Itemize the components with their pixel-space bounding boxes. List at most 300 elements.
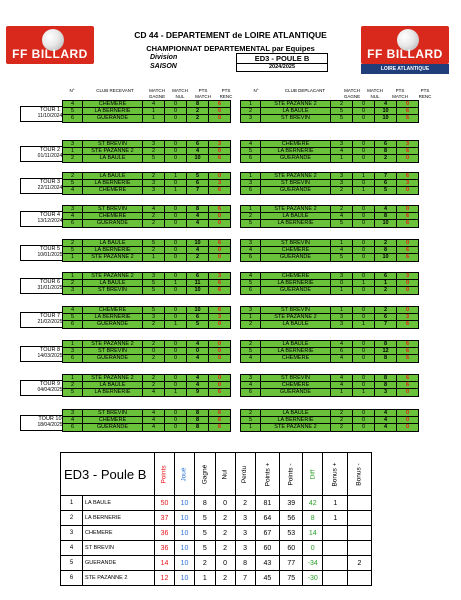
match-row <box>63 307 419 314</box>
round-matches-table <box>62 205 419 228</box>
away-pts-match: 8 <box>375 341 397 348</box>
away-won: 3 <box>331 180 353 187</box>
home-club: LA BAULE <box>83 280 143 287</box>
home-pts-match: 4 <box>187 220 209 227</box>
standings-perdu: 3 <box>235 526 255 541</box>
match-row <box>63 220 419 227</box>
home-pts-renc: 0 <box>209 173 231 180</box>
col-pts-renc: PTS RENC <box>219 88 233 99</box>
col-pts-match: PTS MATCH <box>195 88 211 99</box>
standings-row <box>61 496 372 511</box>
away-club: LA BAULE <box>261 341 331 348</box>
away-won: 5 <box>331 115 353 122</box>
away-pts-renc: 0 <box>397 307 419 314</box>
spacer <box>231 348 241 355</box>
away-pts-renc: 6 <box>397 148 419 155</box>
home-pts-renc: 0 <box>209 115 231 122</box>
home-pts-renc: 0 <box>209 247 231 254</box>
home-club: STE PAZANNE 2 <box>83 341 143 348</box>
away-club: STE PAZANNE 2 <box>261 424 331 431</box>
standings-joue: 10 <box>175 571 195 586</box>
spacer <box>231 187 241 194</box>
away-pts-renc: 0 <box>397 187 419 194</box>
home-pts-renc: 0 <box>209 341 231 348</box>
away-no: 2 <box>241 108 261 115</box>
home-club: ST BREVIN <box>83 141 143 148</box>
round-date: 31/01/2025 <box>37 285 63 291</box>
standings-points-plus: 60 <box>255 541 280 556</box>
away-pts-renc: 6 <box>397 247 419 254</box>
home-pts-match: 8 <box>187 417 209 424</box>
home-draw: 0 <box>165 240 187 247</box>
home-no: 3 <box>63 141 83 148</box>
standings-club: LA BAULE <box>83 496 155 511</box>
away-pts-renc: 3 <box>397 141 419 148</box>
away-draw: 0 <box>353 247 375 254</box>
away-won: 1 <box>331 240 353 247</box>
standings-bonus-plus <box>323 556 348 571</box>
home-draw: 0 <box>165 307 187 314</box>
away-pts-renc: 6 <box>397 355 419 362</box>
standings-joue: 10 <box>175 511 195 526</box>
match-row <box>63 240 419 247</box>
away-won: 1 <box>331 307 353 314</box>
header-points: Points <box>160 464 168 484</box>
match-row <box>63 187 419 194</box>
header-gagne: Gagné <box>201 464 209 484</box>
home-no: 4 <box>63 213 83 220</box>
round-date: 22/11/2024 <box>37 185 63 191</box>
away-won: 0 <box>331 280 353 287</box>
home-pts-match: 2 <box>187 108 209 115</box>
round-matches-table <box>62 140 419 163</box>
away-club: LA BERNERIE <box>261 348 331 355</box>
away-pts-renc: 6 <box>397 213 419 220</box>
division-label: Division <box>150 54 178 61</box>
away-pts-match: 3 <box>375 389 397 396</box>
away-club: GUERANDE <box>261 287 331 294</box>
home-club: GUERANDE <box>83 115 143 122</box>
away-pts-renc: 0 <box>397 101 419 108</box>
home-no: 5 <box>63 314 83 321</box>
match-row <box>63 321 419 328</box>
away-pts-renc: 3 <box>397 273 419 280</box>
home-no: 2 <box>63 382 83 389</box>
match-row <box>63 341 419 348</box>
spacer <box>231 240 241 247</box>
home-pts-match: 5 <box>187 173 209 180</box>
header-joue: Joué <box>180 466 188 482</box>
standings-nul: 0 <box>215 556 235 571</box>
standings-diff: 42 <box>303 496 323 511</box>
standings-gagne: 1 <box>195 571 216 586</box>
home-won: 2 <box>143 382 165 389</box>
home-club: CHEMERE <box>83 307 143 314</box>
round-name: TOUR 2 <box>39 147 61 153</box>
col-no-away: N° <box>253 88 259 93</box>
away-no: 3 <box>241 115 261 122</box>
standings-row <box>61 571 372 586</box>
home-club: STE PAZANNE 2 <box>83 375 143 382</box>
away-pts-renc: 6 <box>397 382 419 389</box>
away-no: 3 <box>241 180 261 187</box>
away-pts-renc: 0 <box>397 155 419 162</box>
home-no: 5 <box>63 180 83 187</box>
away-pts-match: 6 <box>375 141 397 148</box>
home-no: 6 <box>63 355 83 362</box>
away-no: 6 <box>241 187 261 194</box>
home-club: GUERANDE <box>83 424 143 431</box>
home-won: 3 <box>143 187 165 194</box>
home-pts-match: 5 <box>187 321 209 328</box>
home-pts-renc: 6 <box>209 424 231 431</box>
away-draw: 0 <box>353 108 375 115</box>
away-draw: 1 <box>353 280 375 287</box>
standings-joue: 10 <box>175 526 195 541</box>
away-no: 4 <box>241 141 261 148</box>
away-no: 5 <box>241 417 261 424</box>
standings-nul: 2 <box>215 571 235 586</box>
standings-points-minus: 75 <box>280 571 303 586</box>
standings-gagne: 5 <box>195 526 216 541</box>
home-won: 0 <box>143 348 165 355</box>
home-pts-match: 6 <box>187 180 209 187</box>
home-draw: 0 <box>165 348 187 355</box>
away-pts-match: 6 <box>375 273 397 280</box>
standings-bonus-minus <box>348 571 371 586</box>
away-draw: 0 <box>353 155 375 162</box>
standings-points-plus: 45 <box>255 571 280 586</box>
standings-points: 14 <box>155 556 175 571</box>
home-pts-renc: 6 <box>209 101 231 108</box>
home-won: 4 <box>143 206 165 213</box>
col-won-away: MATCH GAGNE <box>343 88 361 99</box>
away-won: 3 <box>331 314 353 321</box>
round-matches-table <box>62 306 419 329</box>
home-pts-match: 6 <box>187 273 209 280</box>
home-pts-match: 4 <box>187 355 209 362</box>
standings-points-plus: 81 <box>255 496 280 511</box>
round-date: 04/04/2025 <box>37 387 63 393</box>
away-pts-match: 4 <box>375 206 397 213</box>
away-club: LA BAULE <box>261 321 331 328</box>
home-club: ST BREVIN <box>83 410 143 417</box>
away-pts-renc: 6 <box>397 321 419 328</box>
home-no: 6 <box>63 220 83 227</box>
home-draw: 0 <box>165 101 187 108</box>
away-club: LA BERNERIE <box>261 220 331 227</box>
away-won: 5 <box>331 220 353 227</box>
away-won: 2 <box>331 206 353 213</box>
away-pts-match: 12 <box>375 348 397 355</box>
home-pts-renc: 0 <box>209 355 231 362</box>
home-no: 5 <box>63 108 83 115</box>
away-club: LA BAULE <box>261 213 331 220</box>
saison-value: 2024/2025 <box>236 63 328 72</box>
away-draw: 0 <box>353 141 375 148</box>
home-pts-match: 4 <box>187 341 209 348</box>
away-draw: 0 <box>353 240 375 247</box>
round-date: 11/10/2024 <box>37 113 63 119</box>
away-pts-renc: 3 <box>397 180 419 187</box>
away-draw: 1 <box>353 187 375 194</box>
home-won: 2 <box>143 213 165 220</box>
away-no: 1 <box>241 206 261 213</box>
home-pts-match: 0 <box>187 348 209 355</box>
home-won: 2 <box>143 220 165 227</box>
home-draw: 0 <box>165 155 187 162</box>
home-pts-match: 6 <box>187 141 209 148</box>
home-no: 1 <box>63 341 83 348</box>
spacer <box>231 141 241 148</box>
standings-rank: 1 <box>61 496 83 511</box>
home-pts-renc: 0 <box>209 254 231 261</box>
home-pts-match: 4 <box>187 148 209 155</box>
away-pts-match: 8 <box>375 247 397 254</box>
home-no: 3 <box>63 206 83 213</box>
away-pts-renc: 0 <box>397 206 419 213</box>
home-won: 4 <box>143 424 165 431</box>
away-pts-match: 10 <box>375 108 397 115</box>
home-club: GUERANDE <box>83 220 143 227</box>
page-title: CD 44 - DEPARTEMENT de LOIRE ATLANTIQUE <box>134 30 327 40</box>
away-club: CHEMERE <box>261 247 331 254</box>
home-pts-renc: 6 <box>209 417 231 424</box>
standings-gagne: 5 <box>195 511 216 526</box>
home-pts-match: 2 <box>187 254 209 261</box>
away-draw: 0 <box>353 254 375 261</box>
home-pts-match: 8 <box>187 101 209 108</box>
col-draw-away: MATCH NUL <box>367 88 383 99</box>
col-away: CLUB DEPLACANT <box>284 88 326 93</box>
match-row <box>63 206 419 213</box>
standings-club: LA BERNERIE <box>83 511 155 526</box>
round-name: TOUR 4 <box>39 212 61 218</box>
home-no: 2 <box>63 280 83 287</box>
away-pts-match: 7 <box>375 173 397 180</box>
standings-points: 12 <box>155 571 175 586</box>
away-draw: 0 <box>353 101 375 108</box>
match-row <box>63 287 419 294</box>
spacer <box>231 108 241 115</box>
home-club: LA BERNERIE <box>83 180 143 187</box>
match-row <box>63 148 419 155</box>
away-draw: 0 <box>353 355 375 362</box>
header-perdu: Perdu <box>241 465 249 483</box>
home-pts-match: 4 <box>187 247 209 254</box>
home-no: 3 <box>63 348 83 355</box>
home-won: 1 <box>143 108 165 115</box>
away-no: 5 <box>241 280 261 287</box>
match-row <box>63 155 419 162</box>
home-draw: 0 <box>165 341 187 348</box>
away-pts-renc: 0 <box>397 389 419 396</box>
standings-bonus-plus: 1 <box>323 496 348 511</box>
away-no: 4 <box>241 382 261 389</box>
away-pts-match: 10 <box>375 220 397 227</box>
home-draw: 0 <box>165 410 187 417</box>
away-club: LA BAULE <box>261 410 331 417</box>
away-draw: 0 <box>353 375 375 382</box>
home-won: 4 <box>143 410 165 417</box>
away-club: GUERANDE <box>261 389 331 396</box>
spacer <box>231 314 241 321</box>
home-club: LA BAULE <box>83 240 143 247</box>
standings-bonus-minus: 2 <box>348 556 371 571</box>
away-no: 1 <box>241 314 261 321</box>
standings-title: ED3 - Poule B <box>61 453 155 496</box>
home-won: 5 <box>143 307 165 314</box>
round-date: 18/04/2025 <box>37 422 63 428</box>
standings-club: CHEMERE <box>83 526 155 541</box>
home-pts-renc: 6 <box>209 240 231 247</box>
saison-label: SAISON <box>150 63 177 70</box>
match-row <box>63 280 419 287</box>
header-diff: Diff <box>309 469 317 479</box>
away-no: 5 <box>241 148 261 155</box>
away-no: 4 <box>241 355 261 362</box>
standings-bonus-plus <box>323 526 348 541</box>
away-pts-match: 4 <box>375 410 397 417</box>
spacer <box>231 254 241 261</box>
away-no: 6 <box>241 389 261 396</box>
standings-perdu: 2 <box>235 496 255 511</box>
standings-rank: 5 <box>61 556 83 571</box>
ff-billard-logo-left: FF BILLARD <box>6 26 94 72</box>
away-pts-renc: 6 <box>397 173 419 180</box>
home-draw: 0 <box>165 417 187 424</box>
away-no: 2 <box>241 341 261 348</box>
away-won: 3 <box>331 141 353 148</box>
away-won: 2 <box>331 187 353 194</box>
standings-club: STE PAZANNE 2 <box>83 571 155 586</box>
away-club: ST BREVIN <box>261 307 331 314</box>
round-matches-table <box>62 239 419 262</box>
standings-bonus-minus <box>348 511 371 526</box>
away-pts-match: 10 <box>375 115 397 122</box>
standings-diff: -30 <box>303 571 323 586</box>
match-row <box>63 254 419 261</box>
spacer <box>231 321 241 328</box>
home-no: 2 <box>63 173 83 180</box>
home-no: 4 <box>63 417 83 424</box>
away-draw: 0 <box>353 148 375 155</box>
home-draw: 0 <box>165 382 187 389</box>
standings-rank: 6 <box>61 571 83 586</box>
home-club: ST BREVIN <box>83 348 143 355</box>
standings-joue: 10 <box>175 556 195 571</box>
away-won: 1 <box>331 155 353 162</box>
standings-bonus-minus <box>348 541 371 556</box>
match-row <box>63 382 419 389</box>
home-pts-renc: 6 <box>209 307 231 314</box>
home-club: CHEMERE <box>83 101 143 108</box>
away-draw: 0 <box>353 115 375 122</box>
home-draw: 0 <box>165 180 187 187</box>
match-row <box>63 108 419 115</box>
home-club: LA BERNERIE <box>83 247 143 254</box>
home-pts-renc: 6 <box>209 287 231 294</box>
away-won: 3 <box>331 273 353 280</box>
away-won: 2 <box>331 101 353 108</box>
home-pts-match: 2 <box>187 115 209 122</box>
home-pts-match: 10 <box>187 240 209 247</box>
away-pts-match: 2 <box>375 240 397 247</box>
round-matches-table <box>62 272 419 295</box>
col-no: N° <box>69 88 75 93</box>
standings-diff: 8 <box>303 511 323 526</box>
round-name: TOUR 7 <box>39 313 61 319</box>
round-matches-table <box>62 100 419 123</box>
home-no: 1 <box>63 375 83 382</box>
match-row <box>63 180 419 187</box>
home-draw: 0 <box>165 375 187 382</box>
away-won: 1 <box>331 287 353 294</box>
match-row <box>63 141 419 148</box>
home-pts-match: 8 <box>187 206 209 213</box>
home-draw: 0 <box>165 424 187 431</box>
home-won: 5 <box>143 287 165 294</box>
round-date: 10/01/2025 <box>37 252 63 258</box>
home-pts-renc: 6 <box>209 187 231 194</box>
away-won: 4 <box>331 375 353 382</box>
spacer <box>231 148 241 155</box>
away-draw: 0 <box>353 341 375 348</box>
away-pts-match: 2 <box>375 287 397 294</box>
standings-points-minus: 56 <box>280 511 303 526</box>
away-club: CHEMERE <box>261 355 331 362</box>
away-no: 3 <box>241 375 261 382</box>
away-club: ST BREVIN <box>261 115 331 122</box>
round-name: TOUR 5 <box>39 246 61 252</box>
match-row <box>63 410 419 417</box>
col-home: CLUB RECEVANT <box>96 88 134 93</box>
header-bonus-minus: Bonus - <box>356 462 363 486</box>
away-draw: 1 <box>353 321 375 328</box>
standings-perdu: 8 <box>235 556 255 571</box>
home-draw: 1 <box>165 187 187 194</box>
round-date: 13/12/2024 <box>37 218 63 224</box>
away-won: 2 <box>331 424 353 431</box>
home-pts-renc: 3 <box>209 314 231 321</box>
home-draw: 0 <box>165 108 187 115</box>
spacer <box>231 424 241 431</box>
round-date: 14/03/2025 <box>37 353 63 359</box>
away-no: 5 <box>241 348 261 355</box>
home-pts-match: 4 <box>187 213 209 220</box>
home-club: GUERANDE <box>83 355 143 362</box>
spacer <box>231 155 241 162</box>
home-pts-match: 9 <box>187 389 209 396</box>
home-draw: 0 <box>165 220 187 227</box>
spacer <box>231 101 241 108</box>
home-draw: 0 <box>165 148 187 155</box>
home-no: 2 <box>63 155 83 162</box>
header-points-plus: Points + <box>263 462 271 486</box>
standings-bonus-plus <box>323 541 348 556</box>
away-draw: 0 <box>353 382 375 389</box>
home-pts-renc: 3 <box>209 273 231 280</box>
away-no: 4 <box>241 247 261 254</box>
away-pts-renc: 0 <box>397 417 419 424</box>
home-draw: 1 <box>165 173 187 180</box>
away-won: 3 <box>331 321 353 328</box>
away-club: GUERANDE <box>261 187 331 194</box>
round-date: 21/02/2025 <box>37 319 63 325</box>
round-matches-table <box>62 374 419 397</box>
standings-joue: 10 <box>175 541 195 556</box>
home-club: CHEMERE <box>83 187 143 194</box>
